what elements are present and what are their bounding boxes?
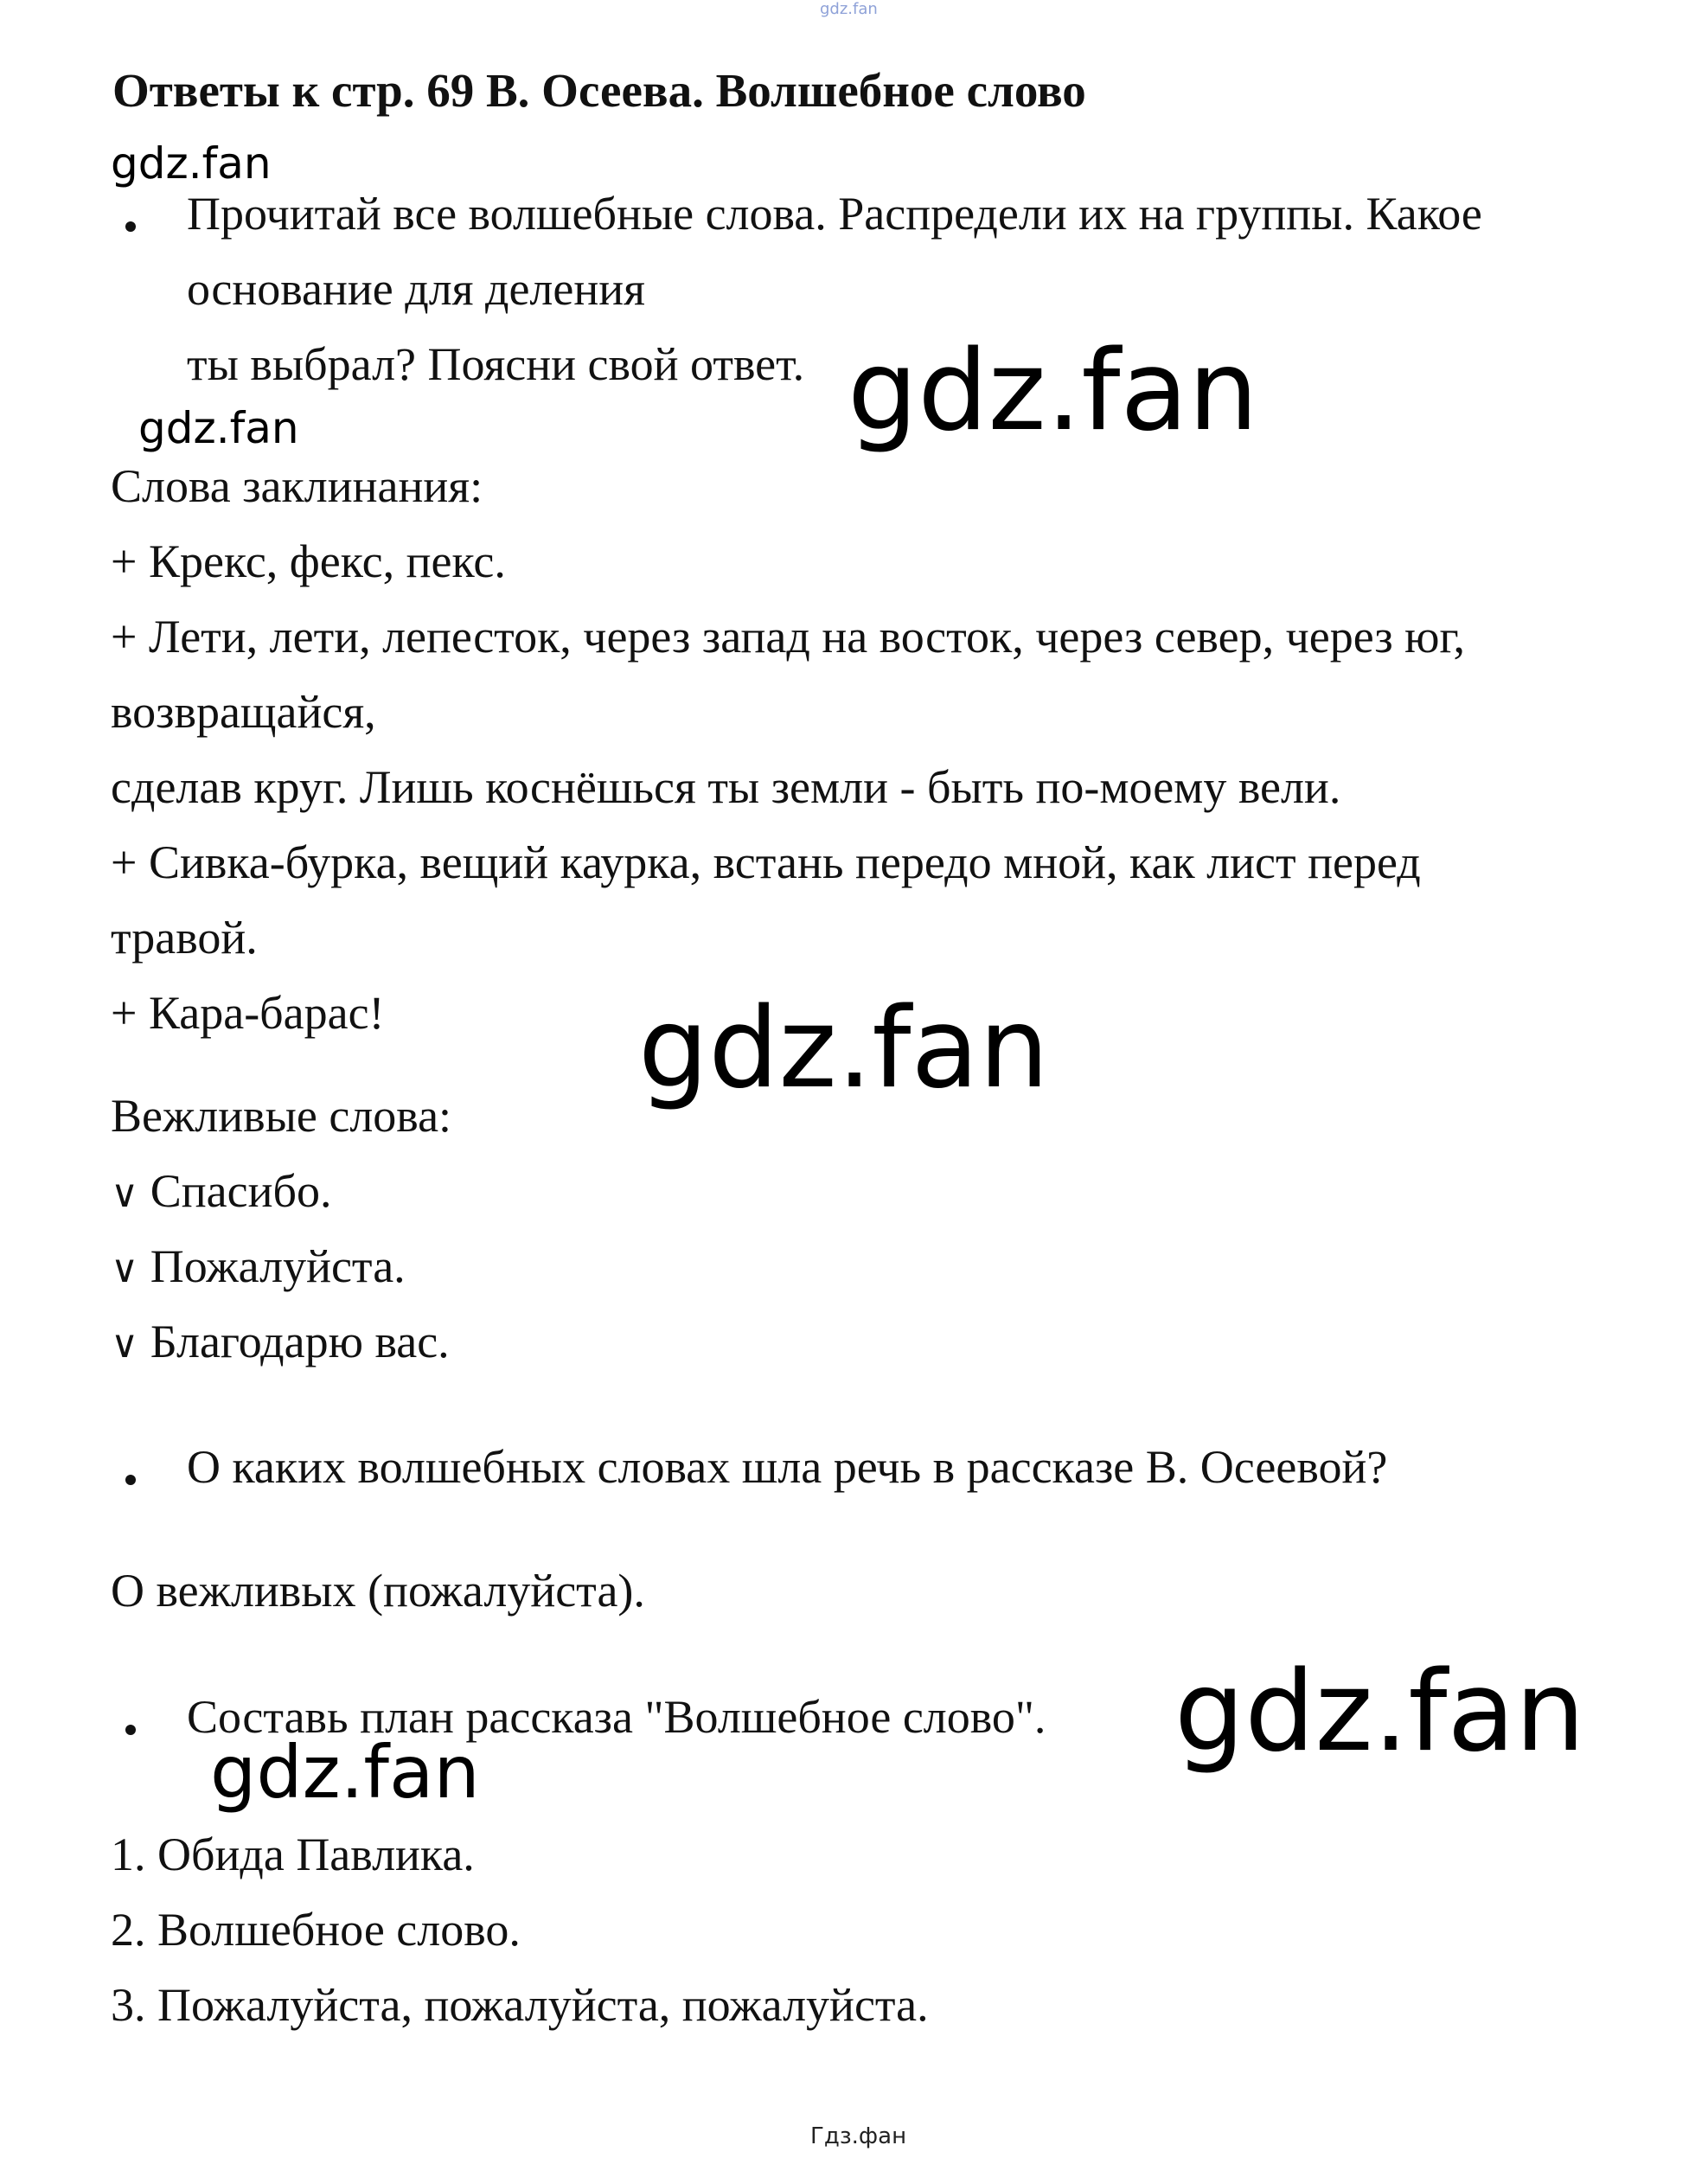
spell-line-3: возвращайся,: [111, 686, 376, 738]
watermark-large-2: gdz.fan: [638, 984, 1049, 1113]
watermark-small-2: gdz.fan: [138, 403, 299, 453]
polite-item-2: [111, 1239, 406, 1295]
check-marker-icon: ∨: [111, 1247, 139, 1291]
plan-item-1: 1. Обида Павлика.: [111, 1828, 475, 1880]
plan-item-3: 3. Пожалуйста, пожалуйста, пожалуйста.: [111, 1979, 929, 2031]
spells-heading: Слова заклинания:: [111, 460, 483, 512]
footer-text: Гдз.фан: [810, 2123, 907, 2149]
plan-item-2: 2. Волшебное слово.: [111, 1904, 521, 1956]
polite-item-3: [111, 1314, 450, 1370]
question3-text: Составь план рассказа "Волшебное слово".: [187, 1691, 1046, 1743]
polite-item-label: Спасибо.: [150, 1165, 332, 1217]
check-marker-icon: ∨: [111, 1322, 139, 1367]
question1-line-3: ты выбрал? Поясни свой ответ.: [187, 338, 805, 390]
question1-line-1: Прочитай все волшебные слова. Распредели их на группы. Какое: [187, 188, 1482, 240]
polite-heading: Вежливые слова:: [111, 1090, 452, 1142]
polite-item-label: Благодарю вас.: [150, 1316, 450, 1367]
bullet-dot-3: [125, 1725, 136, 1735]
spell-line-5: + Сивка-бурка, вещий каурка, встань передо мной, как лист перед: [111, 836, 1421, 888]
spell-line-1: + Крекс, фекс, пекс.: [111, 535, 506, 587]
spell-line-7: + Кара-барас!: [111, 987, 385, 1039]
bullet-dot-1: [125, 221, 136, 232]
watermark-small-1: gdz.fan: [111, 138, 272, 189]
question2-answer: О вежливых (пожалуйста).: [111, 1565, 645, 1617]
watermark-medium: gdz.fan: [210, 1730, 480, 1815]
spell-line-2: + Лети, лети, лепесток, через запад на восток, через север, через юг,: [111, 611, 1466, 663]
watermark-large-3: gdz.fan: [1174, 1648, 1585, 1777]
polite-item-1: [111, 1163, 331, 1220]
check-marker-icon: ∨: [111, 1172, 139, 1216]
spell-line-4: сделав круг. Лишь коснёшься ты земли - быть по-моему вели.: [111, 761, 1341, 813]
top-watermark: gdz.fan: [820, 0, 878, 18]
polite-item-label: Пожалуйста.: [150, 1240, 406, 1292]
question2-text: О каких волшебных словах шла речь в рассказе В. Осеевой?: [187, 1441, 1388, 1493]
watermark-large-1: gdz.fan: [848, 327, 1258, 456]
question1-line-2: основание для деления: [187, 263, 645, 315]
bullet-dot-2: [125, 1475, 136, 1485]
spell-line-6: травой.: [111, 912, 258, 964]
page-title: Ответы к стр. 69 В. Осеева. Волшебное слово: [112, 64, 1086, 117]
